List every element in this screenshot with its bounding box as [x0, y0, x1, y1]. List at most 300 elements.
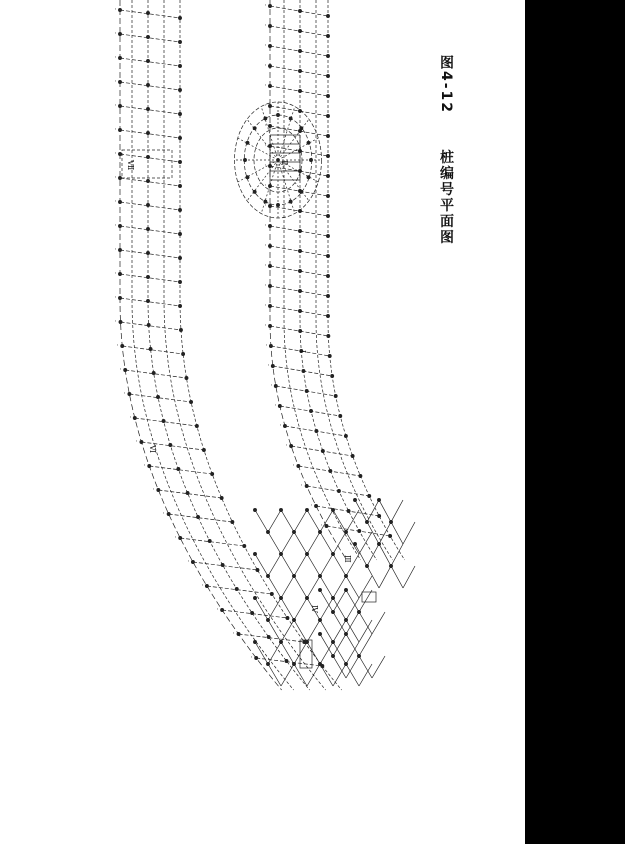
pile-number-label: -	[262, 284, 268, 286]
pile-marker	[298, 269, 301, 272]
grid-line	[268, 642, 281, 664]
pile-marker	[339, 414, 342, 417]
pile-marker	[365, 564, 368, 567]
pile-marker	[292, 530, 295, 533]
pile-cap	[362, 592, 376, 602]
pile-marker	[178, 112, 181, 115]
zone-label-6: Ⅵ	[148, 445, 157, 454]
pile-marker	[309, 158, 312, 161]
pile-marker	[318, 632, 321, 635]
pile-marker	[178, 184, 181, 187]
grid-line	[122, 346, 183, 354]
pile-number-label: -	[318, 524, 325, 526]
pile-marker	[326, 314, 329, 317]
figure-title: 桩编号平面图	[438, 149, 454, 246]
pile-marker	[300, 190, 303, 193]
pile-number-label: -	[262, 304, 268, 306]
pile-marker	[169, 443, 172, 446]
grid-line	[307, 642, 320, 664]
grid-line	[307, 620, 320, 642]
pile-marker	[318, 588, 321, 591]
grid-line	[294, 554, 307, 576]
pile-marker	[266, 618, 269, 621]
pile-marker	[305, 389, 308, 392]
pile-number-label: -	[133, 440, 140, 442]
pile-marker	[329, 469, 332, 472]
pile-number-label: -	[141, 464, 148, 466]
pile-marker	[270, 592, 273, 595]
grid-line	[307, 576, 320, 598]
pile-number-label: -	[262, 324, 269, 326]
pile-marker	[146, 203, 149, 206]
pile-marker	[292, 662, 295, 665]
pile-marker	[146, 59, 149, 62]
pile-marker	[300, 127, 303, 130]
grid-line	[294, 620, 307, 642]
grid-line	[222, 610, 287, 618]
pile-number-label: -	[262, 144, 268, 146]
grid-line	[169, 514, 233, 522]
pile-marker	[365, 520, 368, 523]
pile-marker	[156, 395, 159, 398]
pile-marker	[146, 251, 149, 254]
pile-marker	[326, 94, 329, 97]
pile-marker	[353, 498, 356, 501]
grid-line	[320, 576, 333, 598]
pile-marker	[298, 309, 301, 312]
pile-marker	[298, 49, 301, 52]
pile-marker	[178, 88, 181, 91]
pile-number-label: -	[298, 484, 305, 486]
grid-line	[120, 106, 180, 114]
pile-marker	[276, 203, 279, 206]
pile-marker	[326, 194, 329, 197]
zone-label-2: Ⅱ	[280, 160, 289, 166]
pile-marker	[178, 160, 181, 163]
pile-number-label: -	[262, 344, 269, 346]
grid-line	[346, 532, 359, 554]
grid-line	[120, 178, 180, 186]
pile-marker	[235, 587, 238, 590]
grid-line	[268, 532, 281, 554]
pile-number-label: -	[230, 632, 237, 634]
grid-line	[333, 532, 346, 554]
pile-marker	[147, 323, 150, 326]
grid-line	[294, 664, 307, 686]
grid-line	[320, 510, 333, 532]
pile-marker	[327, 334, 330, 337]
pile-marker	[146, 83, 149, 86]
grid-line	[307, 510, 320, 532]
pile-marker	[326, 234, 329, 237]
pile-marker	[221, 563, 224, 566]
pile-number-label: -	[117, 368, 124, 370]
pile-marker	[326, 254, 329, 257]
pile-number-label: -	[112, 200, 118, 202]
pile-marker	[285, 659, 288, 662]
pile-marker	[279, 552, 282, 555]
pile-marker	[185, 376, 188, 379]
pile-marker	[326, 174, 329, 177]
pile-marker	[331, 508, 334, 511]
grid-line	[135, 418, 197, 426]
grid-line	[193, 562, 258, 570]
grid-line	[333, 576, 346, 598]
pile-number-label: -	[112, 248, 118, 250]
grid-line	[307, 664, 320, 686]
pile-number-label: -	[112, 152, 118, 154]
pile-marker	[389, 534, 392, 537]
pile-number-label: -	[262, 84, 268, 86]
pile-marker	[326, 14, 329, 17]
grid-line	[320, 620, 333, 642]
pile-marker	[318, 618, 321, 621]
pile-marker	[267, 635, 270, 638]
pile-marker	[231, 520, 234, 523]
pile-marker	[177, 467, 180, 470]
figure-caption	[438, 55, 456, 246]
pile-marker	[146, 107, 149, 110]
grid-line	[268, 576, 281, 598]
grid-line	[320, 532, 333, 554]
grid-line	[403, 566, 415, 588]
grid-line	[237, 138, 278, 160]
pile-number-label: -	[262, 44, 268, 46]
pile-marker	[189, 400, 192, 403]
grid-line	[281, 510, 294, 532]
grid-line	[121, 322, 181, 330]
pile-marker	[326, 114, 329, 117]
pile-marker	[178, 232, 181, 235]
pile-marker	[331, 640, 334, 643]
pile-marker	[299, 329, 302, 332]
pile-number-label: -	[262, 24, 268, 26]
grid-line	[359, 576, 372, 598]
pile-marker	[305, 508, 308, 511]
pile-marker	[179, 328, 182, 331]
pile-marker	[331, 596, 334, 599]
pile-marker	[146, 11, 149, 14]
pile-marker	[178, 280, 181, 283]
pile-marker	[298, 289, 301, 292]
pile-marker	[298, 89, 301, 92]
pile-labels	[112, 4, 324, 658]
pile-number-label: -	[262, 104, 268, 106]
pile-marker	[146, 35, 149, 38]
grid-line	[281, 576, 294, 598]
pile-marker	[178, 136, 181, 139]
pile-marker	[298, 229, 301, 232]
pile-number-label: -	[112, 8, 118, 10]
pile-marker	[149, 347, 152, 350]
pile-marker	[334, 394, 337, 397]
pile-number-label: -	[112, 104, 118, 106]
pile-marker	[378, 514, 381, 517]
grid-line	[379, 566, 391, 588]
pile-number-label: -	[248, 656, 255, 658]
pile-marker	[318, 574, 321, 577]
zone-labels	[126, 159, 352, 614]
pile-number-label: -	[262, 124, 268, 126]
grid-line	[379, 522, 391, 544]
pile-marker	[298, 9, 301, 12]
pile-marker	[357, 610, 360, 613]
pile-marker	[344, 588, 347, 591]
pile-marker	[305, 596, 308, 599]
pile-number-label: -	[114, 344, 121, 346]
pile-marker	[253, 127, 256, 130]
grid-line	[239, 634, 305, 642]
grid-line	[255, 554, 268, 576]
grid-line	[346, 576, 359, 598]
grid-line	[255, 598, 268, 620]
pile-marker	[344, 632, 347, 635]
pile-number-label: -	[112, 32, 118, 34]
pile-marker	[246, 176, 249, 179]
pile-marker	[286, 616, 289, 619]
grid-line	[120, 250, 180, 258]
pile-marker	[146, 227, 149, 230]
grid-line	[120, 226, 180, 234]
pile-marker	[326, 274, 329, 277]
pile-marker	[389, 564, 392, 567]
grid-line	[294, 510, 307, 532]
zone-label-7: Ⅶ	[126, 160, 135, 171]
grid-line	[320, 664, 333, 686]
zone-label-1: Ⅰ	[298, 350, 307, 354]
pile-number-label: -	[126, 416, 133, 418]
pile-marker	[178, 16, 181, 19]
grid-line	[120, 274, 180, 282]
figure-number: 图4-12	[438, 55, 454, 115]
pile-marker	[266, 574, 269, 577]
pile-marker	[253, 640, 256, 643]
grid-line	[255, 510, 268, 532]
pile-marker	[309, 409, 312, 412]
pile-marker	[178, 304, 181, 307]
pile-marker	[307, 176, 310, 179]
pile-marker	[279, 596, 282, 599]
pile-marker	[307, 141, 310, 144]
grid-line	[359, 590, 372, 612]
grid-line	[278, 119, 309, 160]
pile-marker	[344, 618, 347, 621]
pile-marker	[256, 568, 259, 571]
pile-number-label: -	[262, 4, 268, 6]
pile-number-label: -	[283, 444, 290, 446]
grid-line	[278, 160, 309, 201]
grid-line	[403, 522, 415, 544]
pile-marker	[243, 544, 246, 547]
grid-line	[391, 500, 403, 522]
pile-marker	[186, 491, 189, 494]
axis-line	[148, 0, 310, 690]
grid-line	[391, 566, 403, 588]
grid-line	[307, 554, 320, 576]
axis-line	[284, 0, 361, 560]
scan-border	[525, 0, 625, 844]
pile-number-label: -	[112, 128, 118, 130]
axis-line	[164, 0, 326, 690]
pile-number-label: -	[112, 80, 118, 82]
pile-marker	[326, 54, 329, 57]
grid-line	[268, 664, 281, 686]
pile-number-label: -	[262, 264, 268, 266]
pile-number-label: -	[121, 392, 128, 394]
pile-marker	[266, 662, 269, 665]
grid-line	[307, 532, 320, 554]
grid-line	[120, 202, 180, 210]
pile-marker	[344, 434, 347, 437]
pile-number-label: -	[262, 64, 268, 66]
pile-marker	[276, 113, 279, 116]
pile-number-label: -	[271, 404, 278, 406]
pile-number-label: -	[172, 536, 179, 538]
pile-number-label: -	[276, 424, 283, 426]
pile-marker	[331, 610, 334, 613]
pile-marker	[389, 520, 392, 523]
pile-marker	[351, 454, 354, 457]
pile-marker	[326, 134, 329, 137]
grid-line	[129, 394, 191, 402]
grid-line	[120, 130, 180, 138]
pile-number-label: -	[198, 584, 205, 586]
pile-marker	[326, 154, 329, 157]
grid-line	[372, 656, 385, 678]
pile-marker	[243, 158, 246, 161]
axis-line	[267, 0, 347, 560]
zone-label-3: Ⅲ	[343, 555, 352, 563]
axis-line	[120, 0, 282, 690]
grid-line	[247, 160, 278, 201]
grid-line	[281, 532, 294, 554]
pile-marker	[178, 64, 181, 67]
zone-label-4: Ⅳ	[310, 605, 319, 613]
axis-line	[316, 0, 393, 560]
pile-marker	[250, 611, 253, 614]
pile-marker	[253, 190, 256, 193]
pile-number-label: -	[112, 320, 119, 322]
pile-marker	[344, 574, 347, 577]
pile-marker	[302, 369, 305, 372]
pile-marker	[146, 299, 149, 302]
pile-marker	[298, 29, 301, 32]
pile-number-label: -	[262, 184, 268, 186]
pile-marker	[292, 618, 295, 621]
pile-number-label: -	[308, 504, 315, 506]
pile-marker	[326, 34, 329, 37]
pile-number-label: -	[150, 488, 157, 490]
grid-line	[281, 554, 294, 576]
pile-marker	[357, 654, 360, 657]
grid-line	[294, 532, 307, 554]
pile-marker	[162, 419, 165, 422]
pile-marker	[318, 662, 321, 665]
pile-marker	[253, 508, 256, 511]
grid-line	[120, 34, 180, 42]
grid-line	[120, 10, 180, 18]
axis-line	[328, 0, 405, 560]
grid-line	[180, 538, 244, 546]
pile-marker	[368, 494, 371, 497]
pile-number-label: -	[262, 164, 268, 166]
pile-number-label: -	[160, 512, 167, 514]
pile-marker	[298, 249, 301, 252]
pile-marker	[321, 449, 324, 452]
pile-marker	[358, 529, 361, 532]
pile-marker	[146, 131, 149, 134]
pile-marker	[344, 530, 347, 533]
pile-marker	[253, 596, 256, 599]
pile-marker	[264, 200, 267, 203]
grid-line	[120, 82, 180, 90]
pile-marker	[298, 69, 301, 72]
pile-marker	[377, 498, 380, 501]
grid-line	[256, 658, 322, 666]
pile-number-label: -	[112, 296, 118, 298]
pile-marker	[178, 40, 181, 43]
pile-marker	[305, 552, 308, 555]
pile-marker	[318, 530, 321, 533]
pile-marker	[331, 654, 334, 657]
pile-marker	[347, 509, 350, 512]
pile-marker	[289, 200, 292, 203]
pile-marker	[146, 155, 149, 158]
grid-line	[294, 642, 307, 664]
pile-number-label: -	[290, 464, 297, 466]
pile-number-label: -	[214, 608, 221, 610]
pile-marker	[208, 539, 211, 542]
pile-marker	[331, 374, 334, 377]
grid-line	[281, 620, 294, 642]
pile-marker	[253, 552, 256, 555]
pile-marker	[195, 424, 198, 427]
pile-number-label: -	[112, 272, 118, 274]
pile-marker	[202, 448, 205, 451]
pile-marker	[359, 474, 362, 477]
pile-number-label: -	[184, 560, 191, 562]
grid-line	[125, 370, 186, 378]
pile-marker	[220, 496, 223, 499]
pile-marker	[344, 662, 347, 665]
grid-line	[120, 58, 180, 66]
grid-line	[359, 532, 372, 554]
grid-line	[372, 612, 385, 634]
grid-line	[367, 566, 379, 588]
pile-marker	[264, 117, 267, 120]
grid-line	[120, 298, 180, 306]
pile-number-label: -	[112, 224, 118, 226]
grid-line	[320, 554, 333, 576]
grid-line	[294, 598, 307, 620]
pile-number-label: -	[112, 56, 118, 58]
grid-line	[158, 490, 221, 498]
pile-marker	[211, 472, 214, 475]
grid-line	[333, 510, 346, 532]
grid-line	[355, 544, 367, 566]
pile-marker	[337, 489, 340, 492]
pile-marker	[178, 208, 181, 211]
pile-marker	[328, 354, 331, 357]
pile-marker	[196, 515, 199, 518]
pile-number-label: -	[267, 384, 274, 386]
grid-line	[294, 576, 307, 598]
axis-line	[180, 0, 342, 690]
pile-marker	[246, 141, 249, 144]
pile-marker	[326, 294, 329, 297]
pile-marker	[279, 640, 282, 643]
pile-marker	[152, 371, 155, 374]
